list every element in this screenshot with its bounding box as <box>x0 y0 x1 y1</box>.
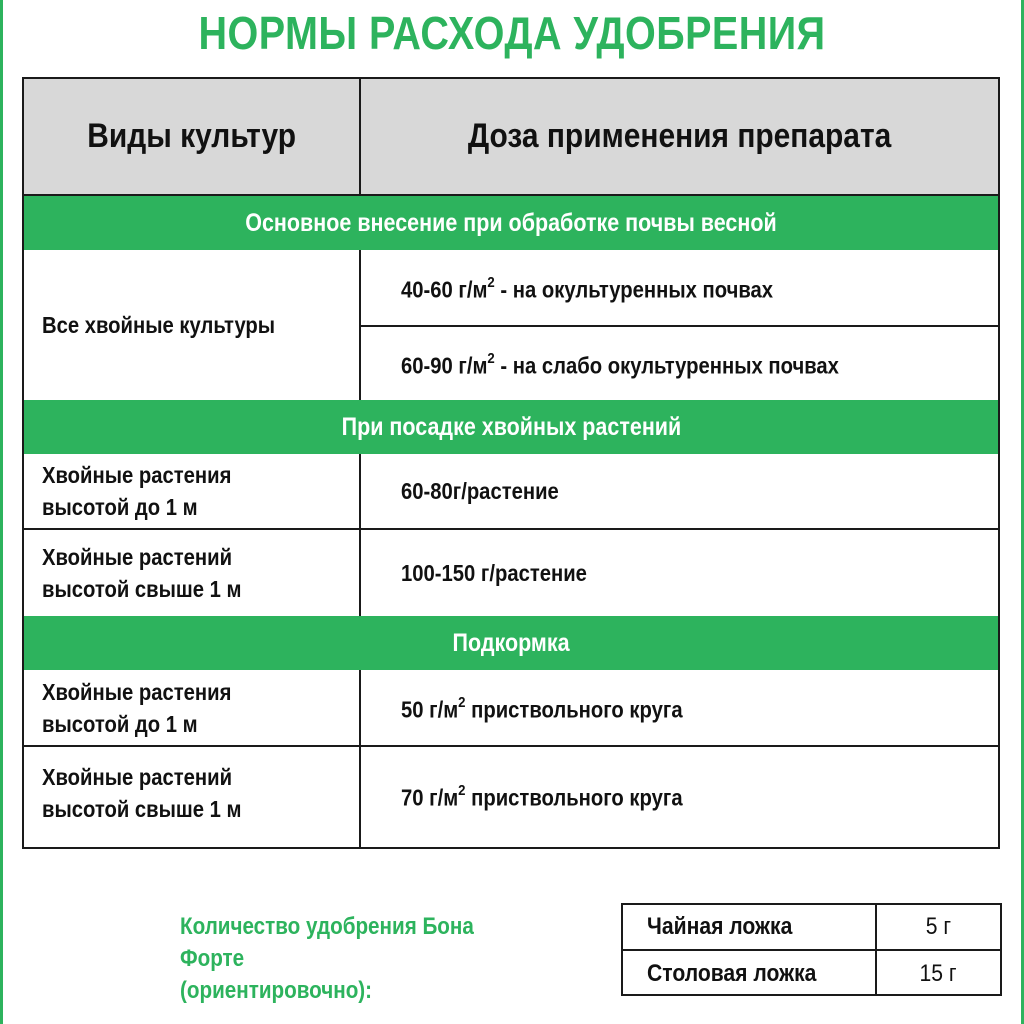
dose-cell <box>361 454 998 528</box>
note-line-2: (ориентировочно): <box>180 977 373 1004</box>
header-culture: Виды культур <box>87 117 296 155</box>
dose-feeding-large: 70 $г/м^2$ приствольного круга <box>401 782 683 811</box>
dose-planting-small: 60-80г/растение <box>401 478 559 504</box>
spoon-measure-table <box>621 903 1002 996</box>
culture-conifers-under-1m: Хвойные растения высотой до 1 м <box>42 678 232 737</box>
fertilizer-quantity-note <box>180 911 541 1007</box>
dose-cell <box>361 250 998 400</box>
dosage-table <box>22 77 1000 849</box>
culture-cell <box>24 454 361 528</box>
dose-cultivated-soil: 40-60 $г/м^2$ - на окультуренных почвах <box>401 274 774 303</box>
section-spring-bar <box>24 196 998 250</box>
table-header-row <box>24 79 998 196</box>
table-row <box>24 670 998 745</box>
table-row <box>24 530 998 616</box>
table-row <box>24 250 998 400</box>
note-line-1: Количество удобрения Бона Форте <box>180 913 474 972</box>
page-title: НОРМЫ РАСХОДА УДОБРЕНИЯ <box>198 7 826 59</box>
culture-conifers-over-1m: Хвойные растений высотой свыше 1 м <box>42 764 242 822</box>
dose-subrow <box>361 250 998 325</box>
section-spring-title: Основное внесение при обработке почвы весной <box>245 208 777 237</box>
spoon-row-teaspoon <box>623 905 1000 949</box>
spoon-row-tablespoon <box>623 951 1000 996</box>
culture-cell <box>24 670 361 745</box>
table-row <box>24 747 998 847</box>
dose-planting-large: 100-150 г/растение <box>401 560 587 586</box>
dose-cell <box>361 747 998 847</box>
section-feeding-title: Подкормка <box>452 628 570 657</box>
section-feeding-bar <box>24 616 998 670</box>
dose-subrow <box>361 327 998 400</box>
tablespoon-value: 15 г <box>919 959 958 987</box>
section-planting-title: При посадке хвойных растений <box>341 412 681 441</box>
culture-cell <box>24 530 361 616</box>
culture-conifers-under-1m: Хвойные растения высотой до 1 м <box>42 462 232 520</box>
dose-weakly-cultivated-soil: 60-90 $г/м^2$ - на слабо окультуренных почвах <box>401 350 839 379</box>
tablespoon-label: Столовая ложка <box>647 959 817 987</box>
culture-all-conifers: Все хвойные культуры <box>42 312 276 338</box>
spoon-name-cell <box>623 951 877 996</box>
header-culture-cell <box>24 79 361 194</box>
header-dose-cell <box>361 79 998 194</box>
section-planting-bar <box>24 400 998 454</box>
header-dose: Доза применения препарата <box>467 117 892 155</box>
spoon-name-cell <box>623 905 877 949</box>
culture-cell <box>24 747 361 847</box>
teaspoon-label: Чайная ложка <box>647 913 793 940</box>
dose-cell <box>361 670 998 745</box>
dose-feeding-small: 50 $г/м^2$ приствольного круга <box>401 694 683 723</box>
culture-cell <box>24 250 361 400</box>
table-row <box>24 454 998 528</box>
spoon-value-cell <box>877 951 1000 996</box>
left-green-border <box>0 0 3 1024</box>
teaspoon-value: 5 г <box>925 913 952 940</box>
culture-conifers-over-1m: Хвойные растений высотой свыше 1 м <box>42 544 242 602</box>
dose-cell <box>361 530 998 616</box>
spoon-value-cell <box>877 905 1000 949</box>
